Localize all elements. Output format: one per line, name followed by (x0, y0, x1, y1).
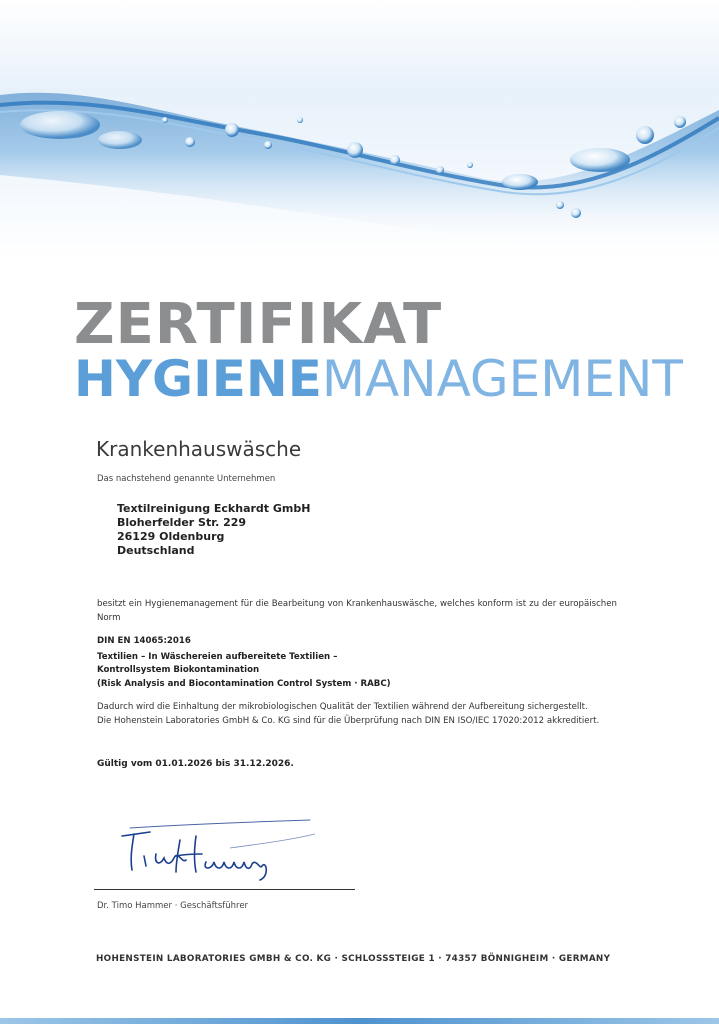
effect-line-2: Die Hohenstein Laboratories GmbH & Co. KG sind für die Überprüfung nach DIN EN ISO/IEC 17020:2012 akkreditiert. (97, 715, 600, 726)
company-street: Bloherfelder Str. 229 (117, 516, 247, 529)
water-wave-banner (0, 0, 719, 260)
norm-line-2: Kontrollsystem Biokontamination (97, 665, 260, 676)
effect-text (97, 701, 599, 728)
signer-name: Dr. Timo Hammer · Geschäftsführer (97, 901, 249, 911)
effect-line-1: Dadurch wird die Einhaltung der mikrobiologischen Qualität der Textilien während der Aufbereitung sichergestellt. (97, 702, 588, 712)
intro-text: Das nachstehend genannte Unternehmen (97, 474, 276, 484)
norm-line-1: Textilien – In Wäschereien aufbereitete Textilien – (97, 651, 338, 662)
norm-block (97, 635, 391, 691)
footer-address: HOHENSTEIN LABORATORIES GMBH & CO. KG · SCHLOSSSTEIGE 1 · 74357 BÖNNIGHEIM · GERMANY (96, 954, 611, 964)
title-hygienemanagement (74, 350, 683, 408)
subtitle: Krankenhauswäsche (96, 437, 302, 461)
title-management: MANAGEMENT (321, 350, 683, 408)
title-zertifikat: ZERTIFIKAT (74, 292, 443, 357)
validity-period: Gültig vom 01.01.2026 bis 31.12.2026. (97, 759, 294, 769)
company-city: 26129 Oldenburg (117, 530, 225, 543)
handwritten-signature (110, 818, 320, 882)
norm-code: DIN EN 14065:2016 (97, 636, 191, 646)
norm-line-3: (Risk Analysis and Biocontamination Control System · RABC) (97, 678, 391, 689)
title-hygiene: HYGIENE (74, 350, 322, 408)
company-country: Deutschland (117, 544, 195, 557)
signature-line (94, 889, 355, 890)
company-name: Textilreinigung Eckhardt GmbH (117, 502, 311, 515)
company-address (117, 502, 310, 558)
bottom-accent-bar (0, 1018, 719, 1024)
statement-text: besitzt ein Hygienemanagement für die Bearbeitung von Krankenhauswäsche, welches konform ist zu der europäischen Norm (97, 599, 617, 623)
